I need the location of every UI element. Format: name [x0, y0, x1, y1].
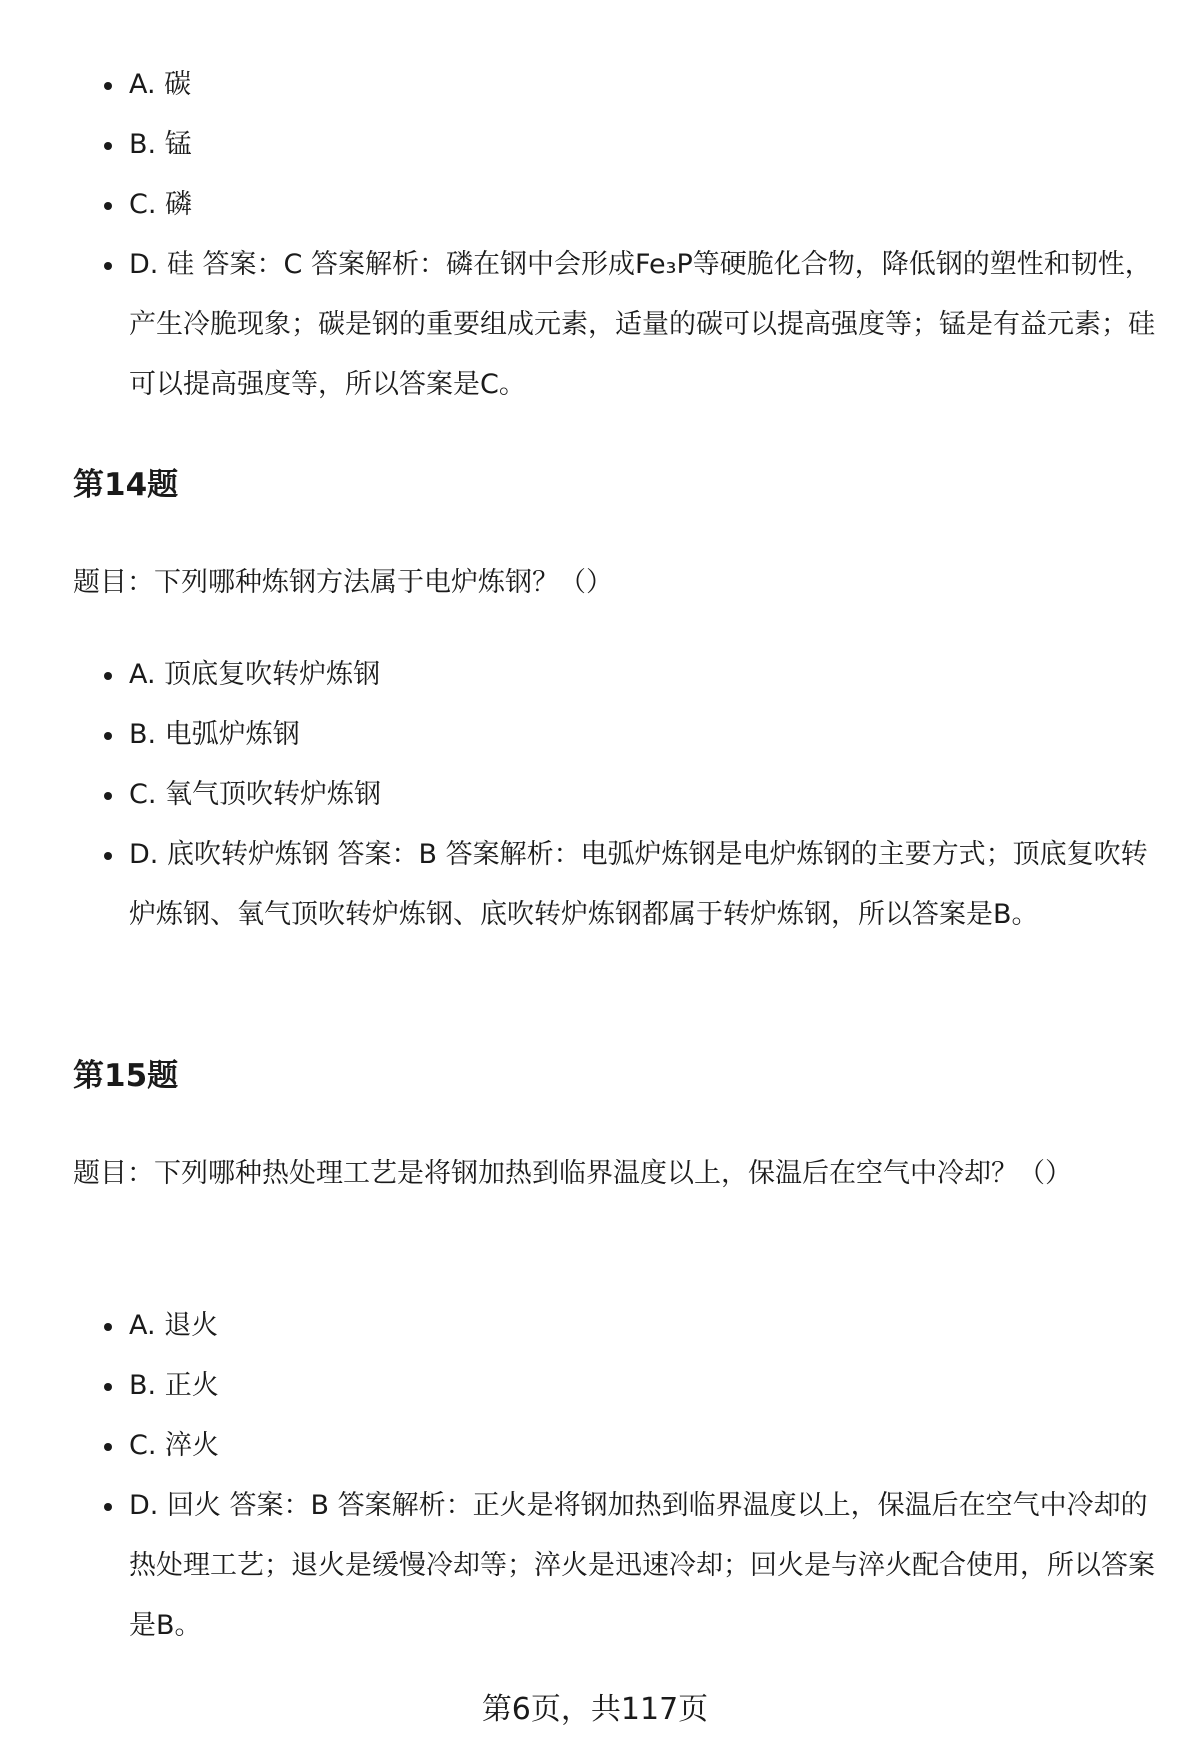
- page-number-footer: 第6页，共117页: [481, 1692, 709, 1727]
- q14-options: [73, 645, 1173, 945]
- q13-section: [73, 55, 1173, 415]
- q14-option-c: C. 氧气顶吹转炉炼钢: [73, 765, 1173, 825]
- q15-title-block: [73, 1056, 1173, 1096]
- q15-option-b: B. 正火: [73, 1356, 1173, 1416]
- q14-option-a: A. 顶底复吹转炉炼钢: [73, 645, 1173, 705]
- q15-option-d-answer: D. 回火 答案：B 答案解析：正火是将钢加热到临界温度以上，保温后在空气中冷却的热处理工艺；退火是缓慢冷却等；淬火是迅速冷却；回火是与淬火配合使用，所以答案是B。: [73, 1476, 1169, 1656]
- q14-option-b: B. 电弧炉炼钢: [73, 705, 1173, 765]
- q14-stem: 题目：下列哪种炼钢方法属于电炉炼钢？（）: [73, 567, 613, 598]
- q15-section: [73, 1296, 1173, 1656]
- q13-option-b: B. 锰: [73, 115, 1173, 175]
- q15-option-c: C. 淬火: [73, 1416, 1173, 1476]
- q14-title-block: [73, 465, 1173, 505]
- q13-option-a: A. 碳: [73, 55, 1173, 115]
- q13-option-d-answer: D. 硅 答案：C 答案解析：磷在钢中会形成Fe₃P等硬脆化合物，降低钢的塑性和韧性，产生冷脆现象；碳是钢的重要组成元素，适量的碳可以提高强度等；锰是有益元素；硅可以提高强度等，所以答案是C。: [73, 235, 1169, 415]
- q15-stem-block: [73, 1144, 1173, 1204]
- q15-option-a: A. 退火: [73, 1296, 1173, 1356]
- q13-option-c: C. 磷: [73, 175, 1173, 235]
- q15-stem: 题目：下列哪种热处理工艺是将钢加热到临界温度以上，保温后在空气中冷却？（）: [73, 1158, 1072, 1189]
- q14-stem-block: [73, 553, 1173, 613]
- q14-title: 第14题: [73, 467, 179, 503]
- q14-section: [73, 645, 1173, 945]
- q14-option-d-answer: D. 底吹转炉炼钢 答案：B 答案解析：电弧炉炼钢是电炉炼钢的主要方式；顶底复吹转炉炼钢、氧气顶吹转炉炼钢、底吹转炉炼钢都属于转炉炼钢，所以答案是B。: [73, 825, 1169, 945]
- q13-options: [73, 55, 1173, 415]
- q15-title: 第15题: [73, 1058, 179, 1094]
- q15-options: [73, 1296, 1173, 1656]
